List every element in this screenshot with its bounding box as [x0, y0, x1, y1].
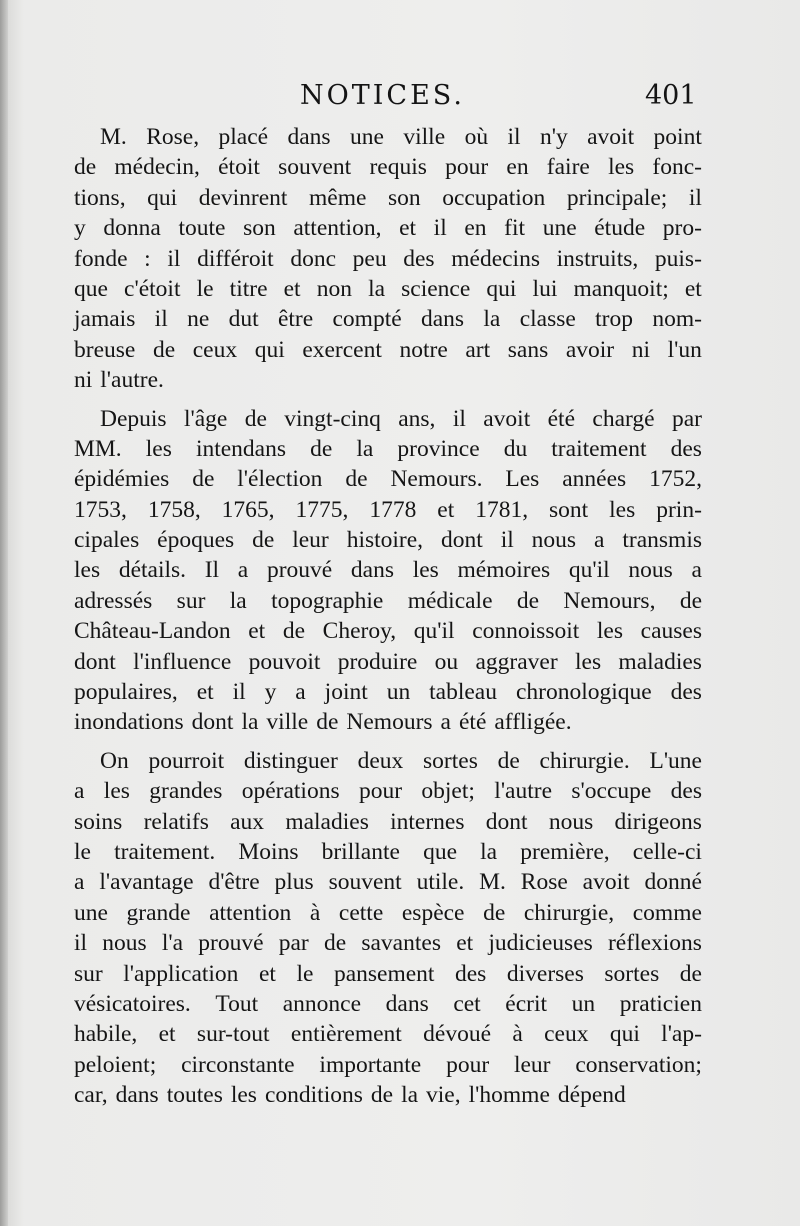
text-line: les détails. Il a prouvé dans les mémoires qu'il nous a	[74, 557, 702, 584]
text-line: dont l'influence pouvoit produire ou aggraver les maladies	[74, 648, 702, 675]
text-line: peloient; circonstante importante pour leur conservation;	[74, 1051, 702, 1078]
paragraph	[74, 404, 702, 738]
text-line: sur l'application et le pansement des diverses sortes de	[74, 960, 702, 987]
text-line: habile, et sur-tout entièrement dévoué à ceux qui l'ap-	[74, 1021, 702, 1048]
text-line: Depuis l'âge de vingt-cinq ans, il avoit été chargé par	[100, 405, 702, 432]
text-line: soins relatifs aux maladies internes dont nous dirigeons	[74, 808, 702, 835]
text-line: M. Rose, placé dans une ville où il n'y avoit point	[100, 124, 702, 150]
text-line: une grande attention à cette espèce de chirurgie, comme	[74, 899, 702, 926]
text-line: adressés sur la topographie médicale de Nemours, de	[74, 587, 702, 614]
text-line: y donna toute son attention, et il en fit une étude pro-	[74, 215, 702, 242]
binding-edge	[0, 0, 8, 1226]
paragraph-gap	[74, 738, 702, 746]
text-line: vésicatoires. Tout annonce dans cet écrit un praticien	[74, 990, 702, 1017]
text-line: jamais il ne dut être compté dans la classe trop nom-	[74, 306, 702, 333]
text-line: MM. les intendans de la province du traitement des	[74, 435, 702, 462]
text-line: breuse de ceux qui exercent notre art sans avoir ni l'un	[74, 336, 702, 363]
running-head: NOTICES.	[300, 80, 465, 111]
text-line: tions, qui devinrent même son occupation principale; il	[74, 184, 702, 211]
text-line: a l'avantage d'être plus souvent utile. M. Rose avoit donné	[74, 869, 702, 896]
text-line: inondations dont la ville de Nemours a été affligée.	[74, 709, 572, 736]
text-line: épidémies de l'élection de Nemours. Les années 1752,	[74, 466, 702, 493]
body-text	[74, 122, 702, 1111]
text-line: cipales époques de leur histoire, dont il nous a transmis	[74, 527, 702, 554]
text-line: ni l'autre.	[74, 367, 164, 394]
text-line: de médecin, étoit souvent requis pour en faire les fonc-	[74, 154, 702, 181]
text-line: a les grandes opérations pour objet; l'autre s'occupe des	[74, 778, 702, 805]
text-line: le traitement. Moins brillante que la première, celle-ci	[74, 838, 702, 865]
text-line: On pourroit distinguer deux sortes de chirurgie. L'une	[100, 747, 702, 774]
text-line: populaires, et il y a joint un tableau chronologique des	[74, 679, 702, 706]
text-line: il nous l'a prouvé par de savantes et judicieuses réflexions	[74, 930, 702, 957]
text-line: car, dans toutes les conditions de la vie, l'homme dépend	[74, 1082, 626, 1109]
page-number: 401	[645, 80, 697, 111]
text-line: 1753, 1758, 1765, 1775, 1778 et 1781, sont les prin-	[74, 496, 702, 523]
paragraph-gap	[74, 396, 702, 404]
text-line: que c'étoit le titre et non la science qui lui manquoit; et	[74, 275, 702, 302]
paragraph	[74, 122, 702, 396]
paragraph	[74, 746, 702, 1111]
text-line: Château-Landon et de Cheroy, qu'il connoissoit les causes	[74, 618, 702, 645]
text-line: fonde : il différoit donc peu des médecins instruits, puis-	[74, 245, 702, 272]
